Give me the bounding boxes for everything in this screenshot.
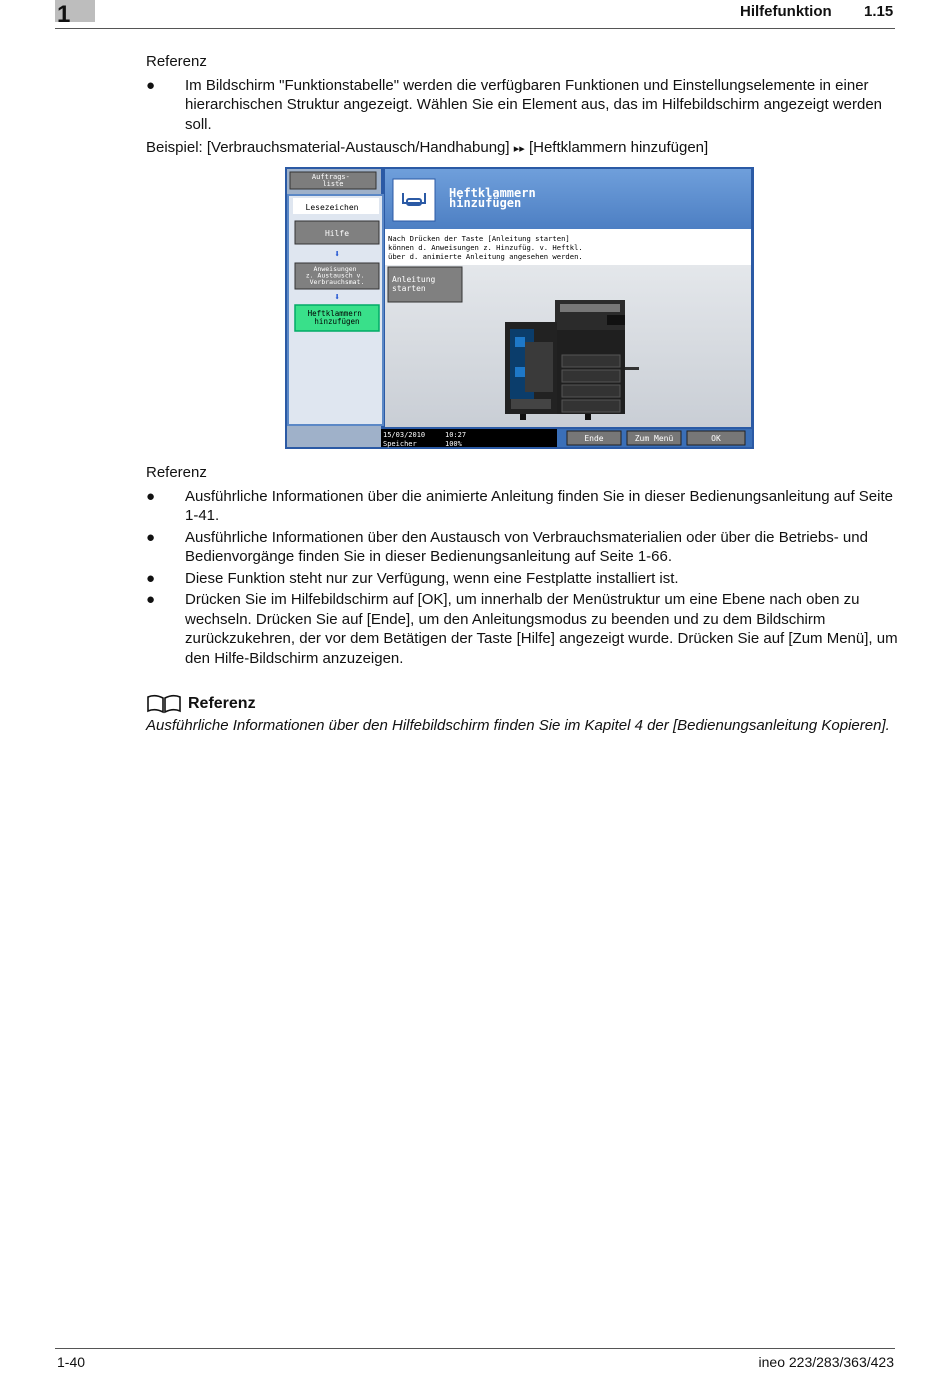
screen-title-bar bbox=[385, 169, 751, 229]
reference-text: Ausführliche Informationen über den Hilfebildschirm finden Sie im Kapitel 4 der [Bedienungsanleitung Kopieren]. bbox=[146, 717, 890, 734]
svg-text:Hilfe: Hilfe bbox=[324, 229, 350, 238]
main-content bbox=[146, 52, 898, 164]
bullet-icon: ● bbox=[146, 487, 156, 505]
down-arrow-icon: ⬇ bbox=[333, 249, 341, 260]
block1-heading: Referenz bbox=[146, 53, 207, 70]
bullet-icon: ● bbox=[146, 591, 156, 608]
svg-text:Zum Menü: Zum Menü bbox=[634, 434, 674, 443]
double-arrow-icon: ▸▸ bbox=[513, 143, 525, 155]
instructions-button[interactable] bbox=[295, 263, 379, 289]
help-button[interactable] bbox=[295, 221, 379, 244]
status-memory-label: Speicher bbox=[383, 440, 417, 448]
header-rule bbox=[55, 28, 895, 29]
list-item: ● Drücken Sie im Hilfebildschirm auf [OK], um innerhalb der Menüstruktur um eine Ebene nach oben zu wechseln. Drücken Sie auf [Ende], um den Anleitungsmodus zu beenden und zu dem Bildschirm zurückzukehren, der vor dem Betätigen der Taste [Hilfe] angezeigt wurde. Drücken Sie auf [Zum Menü], um den Hilfe-Bildschirm anzuzeigen. bbox=[146, 591, 898, 667]
svg-text:Anweisungen z. Austaus: Anweisungen z. Austausch v. Verbrauchsmat. bbox=[305, 265, 365, 286]
end-button[interactable] bbox=[567, 431, 621, 445]
add-staples-button[interactable] bbox=[295, 305, 379, 331]
secondary-content bbox=[146, 463, 898, 670]
svg-text:können d. Anweisungen z. Hinzu: können d. Anweisungen z. Hinzufüg. v. Heftkl. bbox=[388, 243, 583, 252]
start-guide-button[interactable] bbox=[388, 267, 462, 302]
book-icon bbox=[146, 694, 182, 714]
block2-heading: Referenz bbox=[146, 464, 207, 481]
svg-text:Ende: Ende bbox=[584, 434, 604, 443]
page-number: 1-40 bbox=[57, 1354, 86, 1370]
status-memory-value: 100% bbox=[445, 440, 462, 448]
job-list-button[interactable] bbox=[290, 172, 376, 189]
svg-text:über d. animierte Anleitung an: über d. animierte Anleitung angesehen werden. bbox=[388, 252, 583, 261]
svg-text:OK: OK bbox=[711, 434, 721, 443]
status-date: 15/03/2010 bbox=[383, 431, 426, 439]
header-section: 1.15 bbox=[864, 3, 894, 20]
block1-bullets bbox=[146, 76, 898, 135]
bullet-icon: ● bbox=[146, 528, 156, 546]
example-line: Beispiel: [Verbrauchsmaterial-Austausch/Handhabung] ▸▸ [Heftklammern hinzufügen] bbox=[146, 139, 709, 156]
list-item: ● Ausführliche Informationen über den Austausch von Verbrauchsmaterialien oder über die Betriebs- und Bedienvorgänge finden Sie in dieser Bedienungsanleitung auf Seite 1-66. bbox=[146, 528, 868, 565]
job-list-label: Auftrags- liste bbox=[311, 173, 350, 188]
chapter-number: 1 bbox=[57, 1, 71, 28]
list-item: ● Diese Funktion steht nur zur Verfügung, wenn eine Festplatte installiert ist. bbox=[146, 569, 679, 587]
ok-button[interactable] bbox=[687, 431, 745, 445]
bullet-icon: ● bbox=[146, 569, 156, 587]
reference-heading: Referenz bbox=[188, 695, 256, 712]
down-arrow-icon: ⬇ bbox=[333, 292, 341, 303]
screen-title: Heftklammern hinzufügen bbox=[449, 186, 536, 210]
bullet-icon: ● bbox=[146, 76, 156, 94]
svg-text:Nach Drücken der Taste [Anleit: Nach Drücken der Taste [Anleitung starten] bbox=[388, 234, 570, 243]
help-screen-figure bbox=[285, 167, 754, 449]
status-time: 10:27 bbox=[445, 431, 467, 439]
bookmark-tab[interactable]: Lesezeichen bbox=[305, 203, 359, 212]
svg-text:Anleitung starten: Anleitung starten bbox=[392, 275, 436, 293]
header-title: Hilfefunktion bbox=[740, 3, 832, 20]
list-item: ● Im Bildschirm "Funktionstabelle" werden die verfügbaren Funktionen und Einstellungselemente in einer hierarchischen Struktur angezeigt. Wählen Sie ein Element aus, das im Hilfebildschirm angezeigt werden soll. bbox=[146, 76, 883, 133]
list-item: ● Ausführliche Informationen über die animierte Anleitung finden Sie in dieser Bedienungsanleitung auf Seite 1-41. bbox=[146, 487, 893, 524]
footer-rule bbox=[55, 1348, 895, 1349]
svg-text:Heftklammern hinzufüge: Heftklammern hinzufügen bbox=[307, 309, 362, 326]
model-name: ineo 223/283/363/423 bbox=[758, 1354, 894, 1370]
block2-bullets bbox=[146, 487, 898, 669]
reference-note bbox=[146, 694, 898, 736]
to-menu-button[interactable] bbox=[627, 431, 681, 445]
